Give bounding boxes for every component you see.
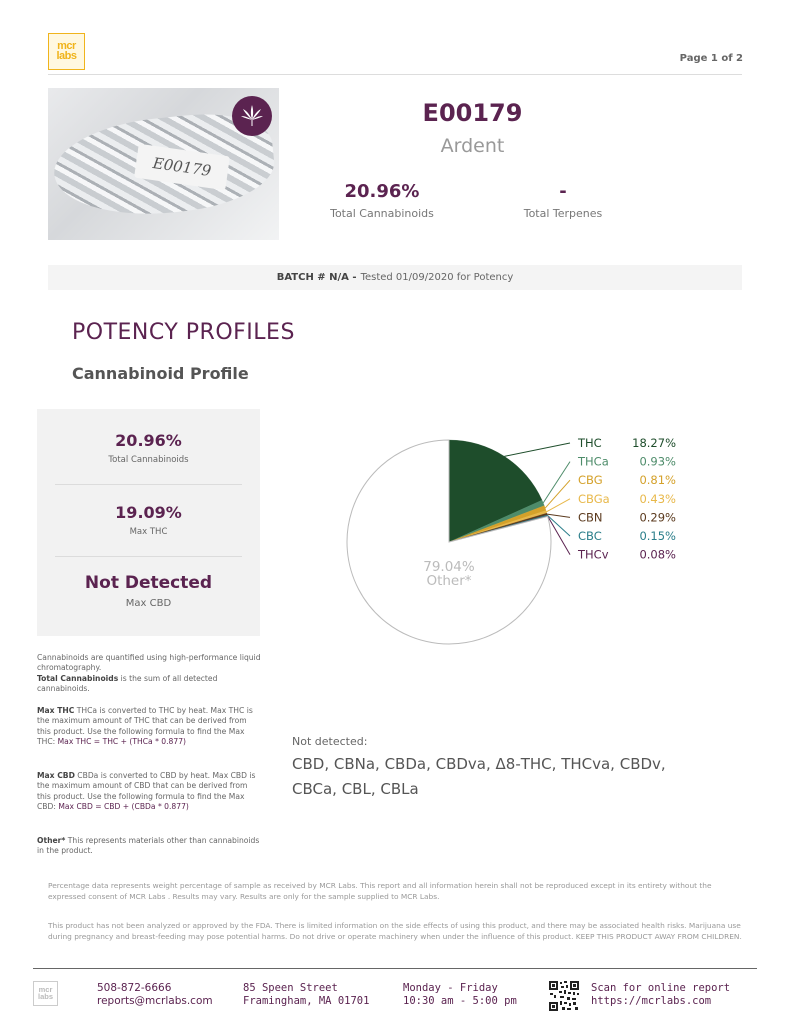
legend-value-cbga: 0.43% xyxy=(639,491,676,506)
strain-name: Ardent xyxy=(440,135,505,157)
legend-name-cbc: CBC xyxy=(578,529,602,543)
footer-divider xyxy=(33,968,757,969)
summary-total-cannabinoids xyxy=(37,431,260,465)
section-title: POTENCY PROFILES xyxy=(72,320,295,345)
legend-value-cbn: 0.29% xyxy=(639,510,676,525)
footer-days: Monday - Friday xyxy=(403,982,498,994)
footer-street: 85 Speen Street xyxy=(243,982,338,994)
pie-other-value: 79.04% xyxy=(423,559,475,575)
not-detected-list: CBD, CBNa, CBDa, CBDva, Δ8-THC, THCva, CBDv, CBCa, CBL, CBLa xyxy=(292,755,666,798)
legend-name-cbn: CBN xyxy=(578,510,603,525)
summary-label: Total Cannabinoids xyxy=(108,455,189,465)
sub-title: Cannabinoid Profile xyxy=(72,364,249,383)
note-term: Other* xyxy=(37,836,66,845)
legend-name-thca: THCa xyxy=(578,454,609,469)
legend-name-cbg: CBG xyxy=(578,473,603,488)
note-term: Max CBD xyxy=(37,771,75,780)
batch-number: BATCH # N/A - xyxy=(276,272,357,283)
mcr-labs-logo xyxy=(48,33,85,70)
note-term: Max THC xyxy=(37,706,75,715)
sample-photo xyxy=(48,88,279,240)
note-term: Total Cannabinoids xyxy=(37,673,119,683)
leader-line-thca xyxy=(543,462,570,503)
cannabis-leaf-icon xyxy=(232,96,272,136)
batch-bar xyxy=(48,265,742,290)
summary-divider xyxy=(55,484,242,485)
summary-value: 20.96% xyxy=(115,431,182,450)
note-method xyxy=(37,653,262,694)
footer-city: Framingham, MA 01701 xyxy=(243,995,370,1007)
total-cannabinoids-value: 20.96% xyxy=(344,181,420,202)
summary-max-cbd xyxy=(37,573,260,609)
legend-name-thcv: THCv xyxy=(578,547,609,562)
legend-name-thc: THC xyxy=(578,436,602,450)
summary-label: Max THC xyxy=(129,527,168,537)
summary-divider xyxy=(55,556,242,557)
note-formula: Max THC = THC + (THCa * 0.877) xyxy=(57,736,187,746)
footer-scan-label: Scan for online report xyxy=(591,982,731,994)
leader-line-cbga xyxy=(546,499,570,512)
legend-value-thcv: 0.08% xyxy=(639,547,676,562)
leader-line-thc xyxy=(504,443,570,456)
pie-other-label: Other* xyxy=(426,573,472,589)
total-cannabinoids-label: Total Cannabinoids xyxy=(330,207,434,220)
note-text: This represents materials other than cannabinoids in the product. xyxy=(37,836,260,856)
legend-value-cbc: 0.15% xyxy=(639,529,676,543)
summary-value: 19.09% xyxy=(115,503,182,522)
cannabinoid-pie-chart xyxy=(330,420,730,660)
logo-text-bottom: labs xyxy=(56,49,77,62)
legend-value-thca: 0.93% xyxy=(639,454,676,469)
legend-value-cbg: 0.81% xyxy=(639,473,676,488)
summary-max-thc xyxy=(37,503,260,537)
page-number: Page 1 of 2 xyxy=(679,53,743,64)
note-intro: Cannabinoids are quantified using high-performance liquid chromatography. xyxy=(37,653,261,673)
note-other xyxy=(37,836,262,857)
note-formula: Max CBD = CBD + (CBDa * 0.877) xyxy=(58,801,189,811)
logo-text-top: mcr xyxy=(57,40,76,53)
qr-code-icon[interactable] xyxy=(548,980,580,1012)
not-detected-label: Not detected: xyxy=(292,735,368,748)
footer-logo-text-bottom: labs xyxy=(37,991,53,1001)
legend-value-thc: 18.27% xyxy=(632,436,676,450)
legend-name-cbga: CBGa xyxy=(578,491,610,506)
total-terpenes-label: Total Terpenes xyxy=(523,207,603,220)
summary-value: Not Detected xyxy=(84,573,213,593)
total-terpenes-value: - xyxy=(559,181,567,202)
note-max-thc xyxy=(37,706,262,747)
footer-scan xyxy=(591,982,730,1008)
note-max-cbd xyxy=(37,771,262,812)
footer-contact xyxy=(97,982,213,1008)
potency-summary xyxy=(37,409,260,636)
footer-time: 10:30 am - 5:00 pm xyxy=(403,995,517,1007)
note-text: CBDa is converted to CBD by heat. Max CBD is the maximum amount of CBD that can be derived from this product. Use the following formula to find the Max CBD: xyxy=(37,771,256,811)
footer-phone[interactable]: 508-872-6666 xyxy=(97,982,172,994)
footer-hours xyxy=(403,982,517,1008)
summary-label: Max CBD xyxy=(125,598,172,609)
batch-test-date: Tested 01/09/2020 for Potency xyxy=(360,272,514,283)
footer-logo-text-top: mcr xyxy=(38,985,53,995)
disclaimer-fda: This product has not been analyzed or approved by the FDA. There is limited information on the side effects of using this product, and there may be associated health risks. Marijuana use during pregnancy and breast-feeding may pose potential harms. Do not drive or operate machinery when under the influence of this product. KEEP THIS PRODUCT AWAY FROM CHILDREN. xyxy=(48,921,742,941)
note-text: is the sum of all detected cannabinoids. xyxy=(37,673,218,693)
footer-address xyxy=(243,982,369,1008)
header-divider xyxy=(48,74,742,75)
footer-url[interactable]: https://mcrlabs.com xyxy=(591,995,712,1007)
footer-logo xyxy=(33,981,58,1006)
leader-line-cbn xyxy=(547,514,570,517)
footer-email[interactable]: reports@mcrlabs.com xyxy=(97,995,213,1007)
note-text: THCa is converted to THC by heat. Max THC is the maximum amount of THC that can be derived from this product. Use the following formula to find the Max THC: xyxy=(37,706,253,746)
disclaimer-results: Percentage data represents weight percentage of sample as received by MCR Labs. This report and all information herein shall not be reproduced except in its entirety without the expressed consent of MCR Labs . Results may vary. Results are only for the sample supplied to MCR Labs. xyxy=(48,881,712,901)
photo-handwritten-label: E00179 xyxy=(134,144,230,190)
sample-id: E00179 xyxy=(422,99,523,127)
